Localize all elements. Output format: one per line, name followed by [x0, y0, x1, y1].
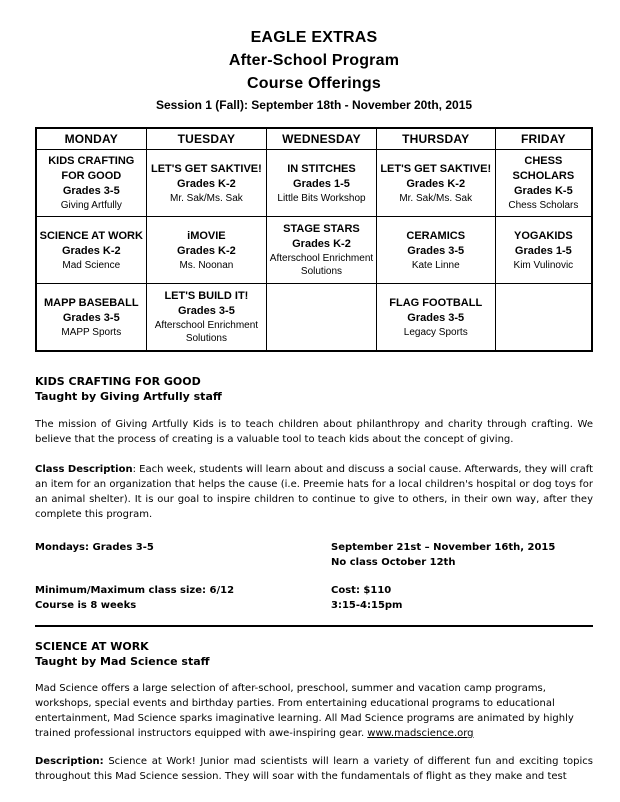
madscience-link[interactable]: www.madscience.org	[367, 728, 474, 739]
course-grades: Grades K-2	[177, 244, 236, 257]
course-instructor: Kim Vulinovic	[513, 259, 574, 271]
cell-wednesday-3-empty	[267, 284, 377, 352]
course-instructor: Mr. Sak/Ms. Sak	[170, 192, 243, 204]
cell-tuesday-3	[146, 284, 267, 352]
class-description-label: Class Description	[35, 464, 133, 475]
section-kids-crafting	[35, 374, 593, 613]
cell-monday-1	[36, 150, 146, 217]
course-grades: Grades K-2	[61, 244, 121, 257]
title-line-2: After-School Program	[228, 52, 400, 69]
section-divider	[35, 625, 593, 627]
day-header-friday: FRIDAY	[495, 128, 592, 150]
cell-thursday-1	[376, 150, 495, 217]
section-intro-paragraph	[35, 681, 593, 741]
cell-monday-2	[36, 217, 146, 284]
section-heading: SCIENCE AT WORK	[35, 640, 149, 653]
cell-friday-2	[495, 217, 592, 284]
course-grades: Grades K-2	[292, 238, 351, 250]
course-instructor: Afterschool Enrichment Solutions	[154, 320, 259, 344]
course-instructor: MAPP Sports	[61, 326, 122, 338]
class-size-line: Minimum/Maximum class size: 6/12	[35, 585, 235, 596]
course-grades: Grades K-2	[177, 177, 236, 190]
dates-line-1: September 21st – November 16th, 2015	[331, 542, 556, 553]
course-instructor: Kate Linne	[411, 259, 460, 271]
schedule-table	[35, 127, 593, 352]
course-grades: Grades 3-5	[62, 185, 120, 197]
class-description-text: : Each week, students will learn about and discuss a social cause. Afterwards, they will craft an item for an organization that helps the cause (i.e. Preemie hats for a local children's hospital or dog toys for an animal shelter). It is our goal to inspire children to continue to give to others, in their own way, after they complete this program.	[35, 464, 594, 520]
cell-tuesday-2	[146, 217, 267, 284]
course-title: YOGAKIDS	[514, 229, 573, 242]
session-line: Session 1 (Fall): September 18th - November 20th, 2015	[155, 98, 473, 112]
day-header-monday: MONDAY	[36, 128, 146, 150]
cell-friday-3-empty	[495, 284, 592, 352]
cost-line: Cost: $110	[331, 585, 392, 596]
description-label: Description:	[35, 756, 104, 767]
course-grades: Grades K-2	[406, 177, 466, 190]
details-left-2	[35, 583, 331, 613]
schedule-row-3	[36, 284, 592, 352]
details-right-1	[331, 540, 593, 570]
course-title: SCIENCE AT WORK	[39, 229, 143, 242]
course-grades: Grades 3-5	[407, 244, 465, 257]
course-title: CHESS SCHOLARS	[512, 155, 575, 182]
day-header-row	[36, 128, 592, 150]
intro-text: The mission of Giving Artfully Kids is to teach children about philanthropy and charity through crafting. We believe that the process of creating is a valuable tool to teach kids about the concept of giving.	[35, 419, 593, 445]
course-title: STAGE STARS	[283, 223, 360, 235]
cell-wednesday-2	[267, 217, 377, 284]
course-instructor: Little Bits Workshop	[277, 192, 366, 204]
details-right-2	[331, 583, 593, 613]
section-taught-by: Taught by Giving Artfully staff	[35, 390, 222, 403]
day-header-wednesday: WEDNESDAY	[267, 128, 377, 150]
course-instructor: Mr. Sak/Ms. Sak	[399, 192, 473, 204]
class-details-grid	[35, 540, 593, 613]
intro-text: Mad Science offers a large selection of after-school, preschool, summer and vacation camp programs, workshops, special events and birthday parties. From entertaining educational programs to educational entertainment, Mad Science sparks imaginative learning. All Mad Science programs are animated by highly trained professional instructors equipped with awe-inspiring gear.	[35, 683, 574, 739]
description-paragraph	[35, 754, 593, 784]
section-science-at-work	[35, 639, 593, 784]
course-title: CERAMICS	[406, 229, 466, 242]
section-taught-by: Taught by Mad Science staff	[35, 655, 210, 668]
cell-thursday-2	[376, 217, 495, 284]
course-title: FLAG FOOTBALL	[389, 296, 483, 309]
class-description-paragraph	[35, 462, 593, 522]
cell-tuesday-1	[146, 150, 267, 217]
time-line: 3:15-4:15pm	[331, 600, 403, 611]
day-header-thursday: THURSDAY	[376, 128, 495, 150]
course-instructor: Chess Scholars	[508, 200, 579, 211]
course-grades: Grades 3-5	[407, 311, 465, 324]
course-title: MAPP BASEBALL	[44, 296, 139, 309]
description-text: Science at Work! Junior mad scientists will learn a variety of different fun and exciting topics throughout this Mad Science session. They will soar with the fundamentals of flight as they make and test	[35, 756, 593, 782]
title-line-1: EAGLE EXTRAS	[250, 29, 378, 46]
course-title: LET'S GET SAKTIVE!	[380, 162, 492, 175]
course-instructor: Legacy Sports	[403, 326, 468, 338]
cell-thursday-3	[376, 284, 495, 352]
course-grades: Grades 1-5	[293, 177, 350, 190]
course-instructor: Ms. Noonan	[179, 259, 234, 271]
course-weeks-line: Course is 8 weeks	[35, 600, 137, 611]
day-header-tuesday: TUESDAY	[146, 128, 267, 150]
cell-friday-1	[495, 150, 592, 217]
course-title: IN STITCHES	[287, 162, 356, 175]
course-grades: Grades 3-5	[177, 305, 235, 317]
section-heading: KIDS CRAFTING FOR GOOD	[35, 375, 201, 388]
dates-line-2: No class October 12th	[331, 557, 456, 568]
cell-wednesday-1	[267, 150, 377, 217]
schedule-row-1	[36, 150, 592, 217]
course-grades: Grades 1-5	[514, 244, 572, 257]
course-title: LET'S GET SAKTIVE!	[151, 162, 262, 175]
course-title: KIDS CRAFTING FOR GOOD	[48, 155, 135, 182]
course-instructor: Mad Science	[62, 259, 121, 271]
course-grades: Grades K-5	[514, 185, 573, 197]
details-left-1	[35, 540, 331, 570]
document-title-block	[35, 26, 593, 115]
schedule-line: Mondays: Grades 3-5	[35, 542, 154, 553]
section-intro-paragraph	[35, 417, 593, 447]
course-instructor: Giving Artfully	[60, 200, 122, 211]
course-title: iMOVIE	[187, 229, 226, 242]
title-line-3: Course Offerings	[247, 75, 381, 92]
course-grades: Grades 3-5	[62, 311, 120, 324]
cell-monday-3	[36, 284, 146, 352]
course-instructor: Afterschool Enrichment Solutions	[269, 253, 374, 277]
course-title: LET'S BUILD IT!	[164, 290, 249, 302]
schedule-row-2	[36, 217, 592, 284]
